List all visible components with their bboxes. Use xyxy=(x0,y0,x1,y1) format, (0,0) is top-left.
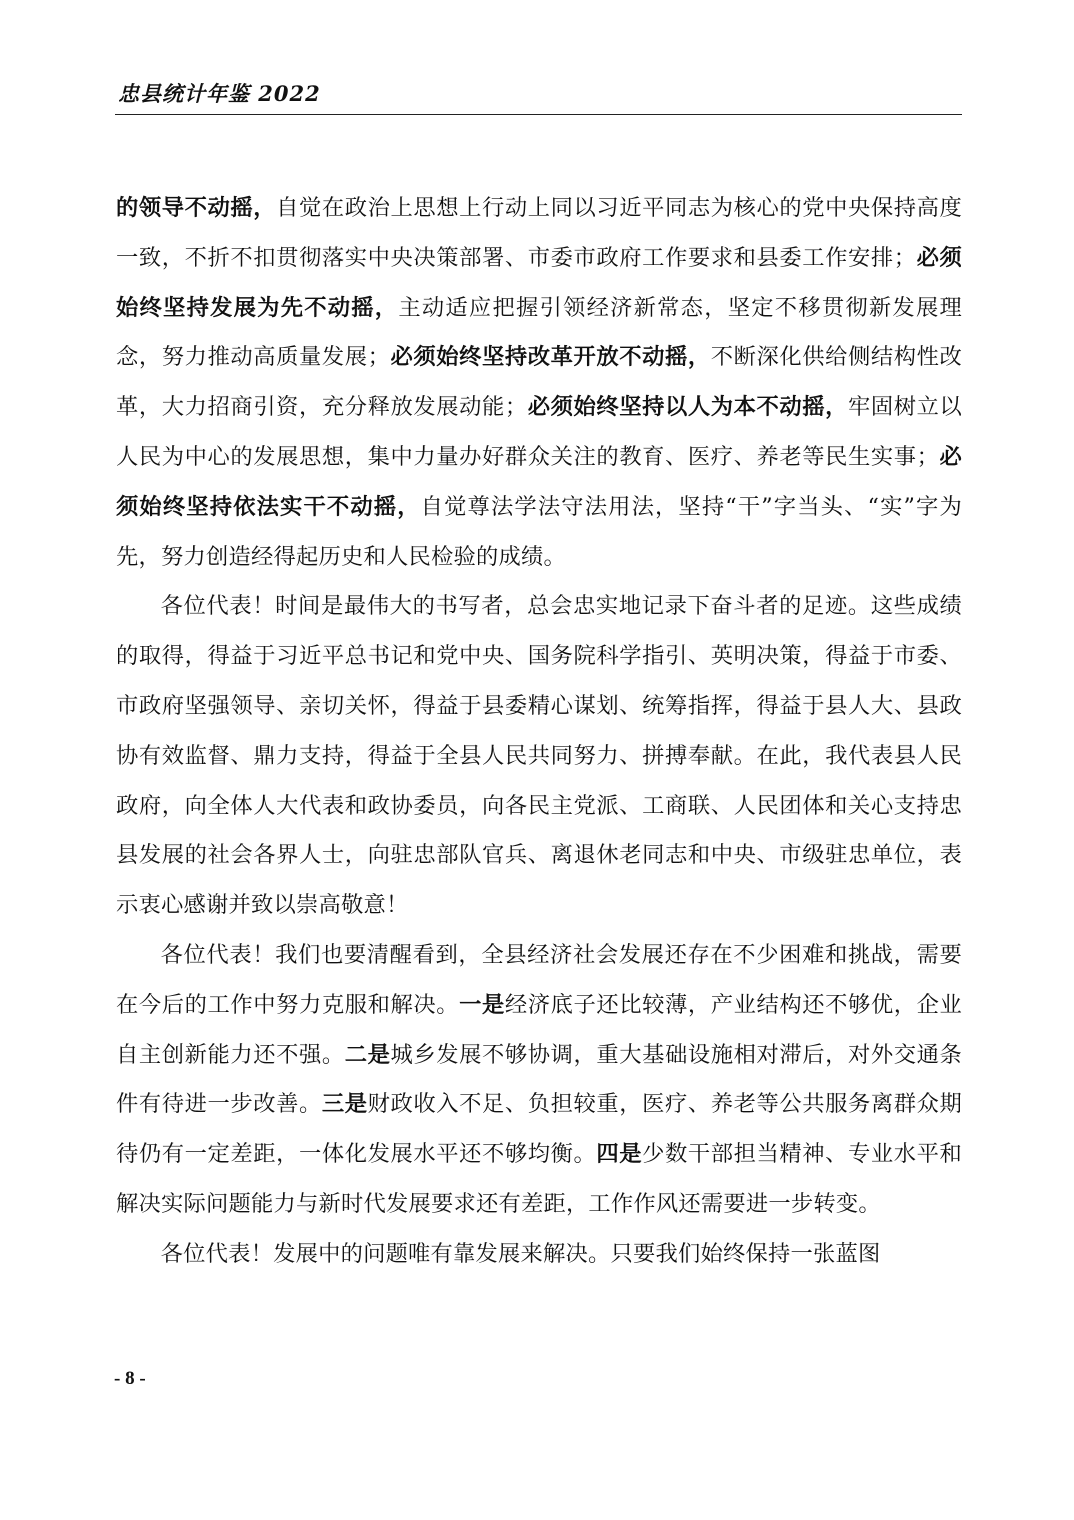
text-run: 各位代表！发展中的问题唯有靠发展来解决。只要我们始终保持一张蓝图 xyxy=(160,1240,881,1267)
page-number: - 8 - xyxy=(114,1368,146,1389)
header-rule xyxy=(115,114,962,115)
text-run: 城乡发展不够协调，重大基础设施相对滞后，对外交通条件有待进一步改善。 xyxy=(116,1041,962,1118)
paragraph xyxy=(116,184,962,582)
bold-phrase: 必须始终坚持依法实干不动摇， xyxy=(116,443,962,520)
bold-phrase: 必须始终坚持发展为先不动摇， xyxy=(116,244,962,321)
paragraph xyxy=(116,582,962,931)
text-run: 自觉在政治上思想上行动上同以习近平同志为核心的党中央保持高度一致，不折不扣贯彻落实中央决策部署、市委市政府工作要求和县委工作安排； xyxy=(116,195,962,271)
text-run: 自觉尊法学法守法用法，坚持“干”字当头、“实”字为先，努力创造经得起历史和人民检验的成绩。 xyxy=(116,493,962,570)
text-run: 少数干部担当精神、专业水平和解决实际问题能力与新时代发展要求还有差距，工作作风还需要进一步转变。 xyxy=(116,1141,962,1217)
text-run: 经济底子还比较薄，产业结构还不够优，企业自主创新能力还不强。 xyxy=(116,991,962,1068)
text-run: 牢固树立以人民为中心的发展思想，集中力量办好群众关注的教育、医疗、养老等民生实事； xyxy=(116,394,962,470)
text-run: 各位代表！我们也要清醒看到，全县经济社会发展还存在不少困难和挑战，需要在今后的工作中努力克服和解决。 xyxy=(116,941,962,1018)
bold-phrase: 必须始终坚持改革开放不动摇， xyxy=(390,344,711,371)
running-header: 忠县统计年鉴 2022 xyxy=(118,81,321,106)
text-run: 财政收入不足、负担较重，医疗、养老等公共服务离群众期待仍有一定差距，一体化发展水平还不够均衡。 xyxy=(116,1091,962,1168)
bold-phrase: 必须始终坚持以人为本不动摇， xyxy=(527,394,848,421)
bold-phrase: 四是 xyxy=(596,1141,643,1168)
bold-phrase: 三是 xyxy=(321,1091,368,1118)
paragraph xyxy=(116,1230,962,1280)
text-run: 不断深化供给侧结构性改革，大力招商引资，充分释放发展动能； xyxy=(116,344,962,421)
body-text xyxy=(116,184,962,1280)
text-run: 主动适应把握引领经济新常态，坚定不移贯彻新发展理念，努力推动高质量发展； xyxy=(116,294,962,371)
text-run: 各位代表！时间是最伟大的书写者，总会忠实地记录下奋斗者的足迹。这些成绩的取得，得益于习近平总书记和党中央、国务院科学指引、英明决策，得益于市委、市政府坚强领导、亲切关怀，得益于县委精心谋划、统筹指挥，得益于县人大、县政协有效监督、鼎力支持，得益于全县人民共同努力、拼搏奉献。在此，我代表县人民政府，向全体人大代表和政协委员，向各民主党派、工商联、人民团体和关心支持忠县发展的社会各界人士，向驻忠部队官兵、离退休老同志和中央、市级驻忠单位，表示衷心感谢并致以崇高敬意！ xyxy=(116,593,962,919)
bold-phrase: 二是 xyxy=(344,1041,391,1068)
paragraph xyxy=(116,931,962,1230)
bold-phrase: 的领导不动摇， xyxy=(116,195,277,221)
bold-phrase: 一是 xyxy=(459,991,505,1018)
